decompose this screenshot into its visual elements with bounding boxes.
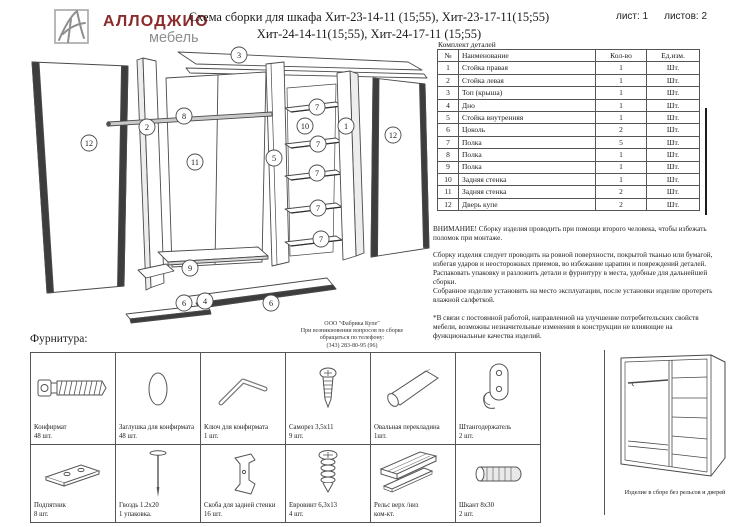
hardware-item-label <box>201 502 285 522</box>
table-cell: 5 <box>596 136 647 148</box>
callout-6 <box>176 295 192 311</box>
table-cell: Полка <box>459 161 596 173</box>
foot-plate-icon <box>31 445 115 502</box>
table-cell: Дверь купе <box>459 198 596 210</box>
table-cell: 3 <box>438 87 459 99</box>
callout-11 <box>187 154 203 170</box>
parts-table <box>437 49 700 211</box>
brand-name: АЛЛОДЖИО <box>103 13 209 30</box>
callout-9 <box>182 260 198 276</box>
table-row <box>438 74 700 86</box>
hardware-cell <box>31 445 116 523</box>
table-cell: 5 <box>438 111 459 123</box>
table-cell: Шт. <box>647 99 700 111</box>
table-cell: Стойка правая <box>459 62 596 74</box>
svg-text:1: 1 <box>343 121 349 131</box>
table-cell: 9 <box>438 161 459 173</box>
svg-text:6: 6 <box>268 298 274 308</box>
table-cell: Шт. <box>647 124 700 136</box>
table-cell: 6 <box>438 124 459 136</box>
callout-8 <box>176 108 192 124</box>
table-cell: Полка <box>459 136 596 148</box>
hardware-item-label <box>31 424 115 444</box>
hardware-item-label <box>456 502 540 522</box>
parts-list-caption: Комплект деталей <box>438 40 496 49</box>
back-panels-shape <box>166 72 266 267</box>
note-line: *В связи с постоянной работой, направленной на улучшение потребительских свойств мебели, возможны незначительные изменения в конструкции не влияющие на функциональные качества изделий. <box>433 313 699 340</box>
table-row <box>438 111 700 123</box>
hex-key-icon <box>201 353 285 424</box>
callout-7 <box>309 99 325 115</box>
table-cell: Цоколь <box>459 124 596 136</box>
col-header-qty: Кол-во <box>596 50 647 62</box>
top-panel-shape <box>178 52 422 70</box>
hardware-cell <box>116 445 201 523</box>
svg-text:8: 8 <box>181 111 187 121</box>
table-cell: Задняя стенка <box>459 186 596 198</box>
hardware-cell <box>201 353 286 445</box>
hardware-item-label <box>286 502 370 522</box>
table-cell: 1 <box>596 161 647 173</box>
note-paragraph <box>433 225 713 243</box>
callout-12 <box>81 135 97 151</box>
manufacturer-note-line: (343) 283-80-95 (96) <box>326 342 378 349</box>
sheets-total: листов: 2 <box>664 11 708 22</box>
confirmat-screw-icon <box>31 353 115 424</box>
svg-text:7: 7 <box>314 168 320 178</box>
dowel-icon <box>456 445 540 502</box>
table-row <box>438 99 700 111</box>
table-cell: 1 <box>596 87 647 99</box>
svg-text:3: 3 <box>236 50 242 60</box>
table-cell: 1 <box>596 99 647 111</box>
svg-text:7: 7 <box>314 102 320 112</box>
table-cell: 1 <box>438 62 459 74</box>
table-row <box>438 198 700 210</box>
table-row <box>438 124 700 136</box>
svg-text:4: 4 <box>202 296 208 306</box>
table-cell: Шт. <box>647 74 700 86</box>
cap-icon <box>116 353 200 424</box>
table-cell: 10 <box>438 173 459 185</box>
table-row <box>438 87 700 99</box>
table-cell: Шт. <box>647 149 700 161</box>
hardware-item-name: Ключ для конфирмата <box>204 424 269 432</box>
hardware-item-qty: 2 шт. <box>459 432 474 440</box>
table-cell: Шт. <box>647 136 700 148</box>
screw-icon <box>286 353 370 424</box>
table-cell: 8 <box>438 149 459 161</box>
callout-7 <box>310 136 326 152</box>
callout-6 <box>263 295 279 311</box>
svg-text:11: 11 <box>191 157 199 167</box>
exploded-assembly-diagram <box>20 45 440 355</box>
table-cell: Шт. <box>647 198 700 210</box>
table-cell: 12 <box>438 198 459 210</box>
table-row <box>438 161 700 173</box>
page-title <box>175 9 563 42</box>
hardware-item-qty: ком-кт. <box>374 510 395 518</box>
table-row <box>438 136 700 148</box>
svg-text:2: 2 <box>144 122 150 132</box>
assembly-notes <box>433 225 713 349</box>
table-cell: Шт. <box>647 161 700 173</box>
col-header-number: № <box>438 50 459 62</box>
table-cell: Шт. <box>647 186 700 198</box>
hardware-cell <box>456 445 541 523</box>
parts-table-body <box>438 62 700 211</box>
note-line: Сборку изделия следует проводить на ровной поверхности, покрытой тканью или бумагой, избегая ударов и неосторожных приемов, во избежание царапин и повреждений деталей. <box>433 251 713 269</box>
table-cell: 1 <box>596 74 647 86</box>
hardware-cell <box>371 353 456 445</box>
hardware-caption: Фурнитура: <box>30 333 88 345</box>
table-cell: Шт. <box>647 111 700 123</box>
table-cell: Шт. <box>647 62 700 74</box>
hardware-item-name: Подпятник <box>34 502 66 510</box>
table-row <box>438 173 700 185</box>
note-line: ВНИМАНИЕ! Сборку изделия проводить при помощи второго человека, чтобы избежать поломок при монтаже. <box>433 225 707 243</box>
hardware-item-qty: 48 шт. <box>34 432 52 440</box>
callout-5 <box>266 150 282 166</box>
rod-holder-icon <box>456 353 540 424</box>
table-row <box>438 149 700 161</box>
table-cell: Шт. <box>647 173 700 185</box>
table-row <box>438 186 700 198</box>
callout-4 <box>197 293 213 309</box>
hardware-item-name: Евровинт 6,3х13 <box>289 502 338 510</box>
hardware-item-label <box>116 424 200 444</box>
hardware-item-qty: 2 шт. <box>459 510 474 518</box>
hardware-item-name: Рельс верх /низ <box>374 502 419 510</box>
table-cell: Задняя стенка <box>459 173 596 185</box>
oval-rail-icon <box>371 353 455 424</box>
note-line: Собранное изделие установить на место эксплуатации, после установки изделие протереть влажной салфеткой. <box>433 287 713 305</box>
callout-10 <box>297 118 313 134</box>
callout-3 <box>231 47 247 63</box>
hardware-item-name: Саморез 3,5х11 <box>289 424 334 432</box>
table-cell: 2 <box>596 186 647 198</box>
hardware-item-qty: 48 шт. <box>119 432 137 440</box>
svg-text:12: 12 <box>388 130 398 140</box>
note-paragraph <box>433 251 713 305</box>
callout-2 <box>139 119 155 135</box>
hardware-item-label <box>31 502 115 522</box>
sheet-number: лист: 1 <box>616 11 649 22</box>
hardware-cell <box>286 353 371 445</box>
manufacturer-note-line: ООО "Фабрика Купе" <box>324 321 380 327</box>
hardware-item-name: Гвоздь 1.2х20 <box>119 502 159 510</box>
col-header-unit: Ед.изм. <box>647 50 700 62</box>
manufacturer-note <box>281 321 423 350</box>
hardware-item-label <box>371 424 455 444</box>
table-cell: 7 <box>438 136 459 148</box>
hardware-cell <box>31 353 116 445</box>
table-cell: 1 <box>596 173 647 185</box>
col-header-name: Наименование <box>459 50 596 62</box>
note-line: Распаковать упаковку и разложить детали и фурнитуру в места, удобные для дальнейшей сборки. <box>433 269 708 287</box>
table-cell: Шт. <box>647 87 700 99</box>
assembled-wardrobe-diagram <box>609 346 747 488</box>
table-cell: Полка <box>459 149 596 161</box>
hardware-cell <box>201 445 286 523</box>
rail-profile-icon <box>371 445 455 502</box>
hardware-cell <box>456 353 541 445</box>
title-line-1: Схема сборки для шкафа Хит-23-14-11 (15;55), Хит-23-17-11(15;55) <box>188 10 550 24</box>
table-cell: 1 <box>596 62 647 74</box>
svg-text:7: 7 <box>318 234 324 244</box>
hardware-item-qty: 1 шт. <box>204 432 219 440</box>
hardware-item-name: Штангодержатель <box>459 424 512 432</box>
hardware-item-name: Шкант 8х30 <box>459 502 494 510</box>
hardware-item-label <box>201 424 285 444</box>
hardware-item-name: Овальная перекладина <box>374 424 440 432</box>
callout-7 <box>309 165 325 181</box>
sheet-info <box>616 11 707 22</box>
hardware-item-qty: 1шт. <box>374 432 387 440</box>
brand-subtitle: мебель <box>149 30 199 46</box>
nail-icon <box>116 445 200 502</box>
hardware-item-name: Заглушка для конфирмата <box>119 424 194 432</box>
hardware-item-qty: 9 шт. <box>289 432 304 440</box>
hardware-item-qty: 8 шт. <box>34 510 49 518</box>
svg-text:7: 7 <box>315 139 321 149</box>
table-cell: Топ (крыша) <box>459 87 596 99</box>
euroscrew-icon <box>286 445 370 502</box>
table-cell: 1 <box>596 111 647 123</box>
hardware-item-qty: 16 шт. <box>204 510 222 518</box>
callout-7 <box>310 200 326 216</box>
svg-text:5: 5 <box>271 153 277 163</box>
hardware-cell <box>371 445 456 523</box>
parts-table-header <box>438 50 700 62</box>
bracket-icon <box>201 445 285 502</box>
hardware-cell <box>116 353 201 445</box>
table-cell: 2 <box>438 74 459 86</box>
note-paragraph <box>433 314 713 341</box>
table-cell: Дно <box>459 99 596 111</box>
hardware-grid <box>30 352 541 523</box>
callout-1 <box>338 118 354 134</box>
table-cell: Стойка внутренняя <box>459 111 596 123</box>
hardware-item-qty: 1 упаковка. <box>119 510 152 518</box>
hardware-cell <box>286 445 371 523</box>
title-line-2: Хит-24-14-11(15;55), Хит-24-17-11 (15;55) <box>256 26 482 41</box>
manufacturer-note-line: При возникновении вопросов по сборке <box>300 328 404 335</box>
table-cell: 1 <box>596 149 647 161</box>
hardware-item-label <box>116 502 200 522</box>
table-cell: 11 <box>438 186 459 198</box>
svg-text:7: 7 <box>315 203 321 213</box>
assembled-caption: Изделие в сборе без рельсов и дверей <box>624 489 726 496</box>
hardware-item-name: Скоба для задней стенки <box>204 502 276 510</box>
table-cell: 2 <box>596 124 647 136</box>
callout-12 <box>385 127 401 143</box>
svg-text:10: 10 <box>300 121 310 131</box>
hardware-item-label <box>371 502 455 522</box>
table-cell: 2 <box>596 198 647 210</box>
callout-7 <box>313 231 329 247</box>
table-cell: Стойка левая <box>459 74 596 86</box>
hardware-item-label <box>456 424 540 444</box>
hardware-item-name: Конфирмат <box>34 424 67 432</box>
table-row <box>438 62 700 74</box>
table-cell: 4 <box>438 99 459 111</box>
hardware-item-label <box>286 424 370 444</box>
svg-text:9: 9 <box>187 263 193 273</box>
svg-text:6: 6 <box>181 298 187 308</box>
page-edge-mark <box>705 108 707 215</box>
svg-text:12: 12 <box>84 138 94 148</box>
hardware-item-qty: 4 шт. <box>289 510 304 518</box>
manufacturer-note-line: обращаться по телефону: <box>319 335 385 342</box>
